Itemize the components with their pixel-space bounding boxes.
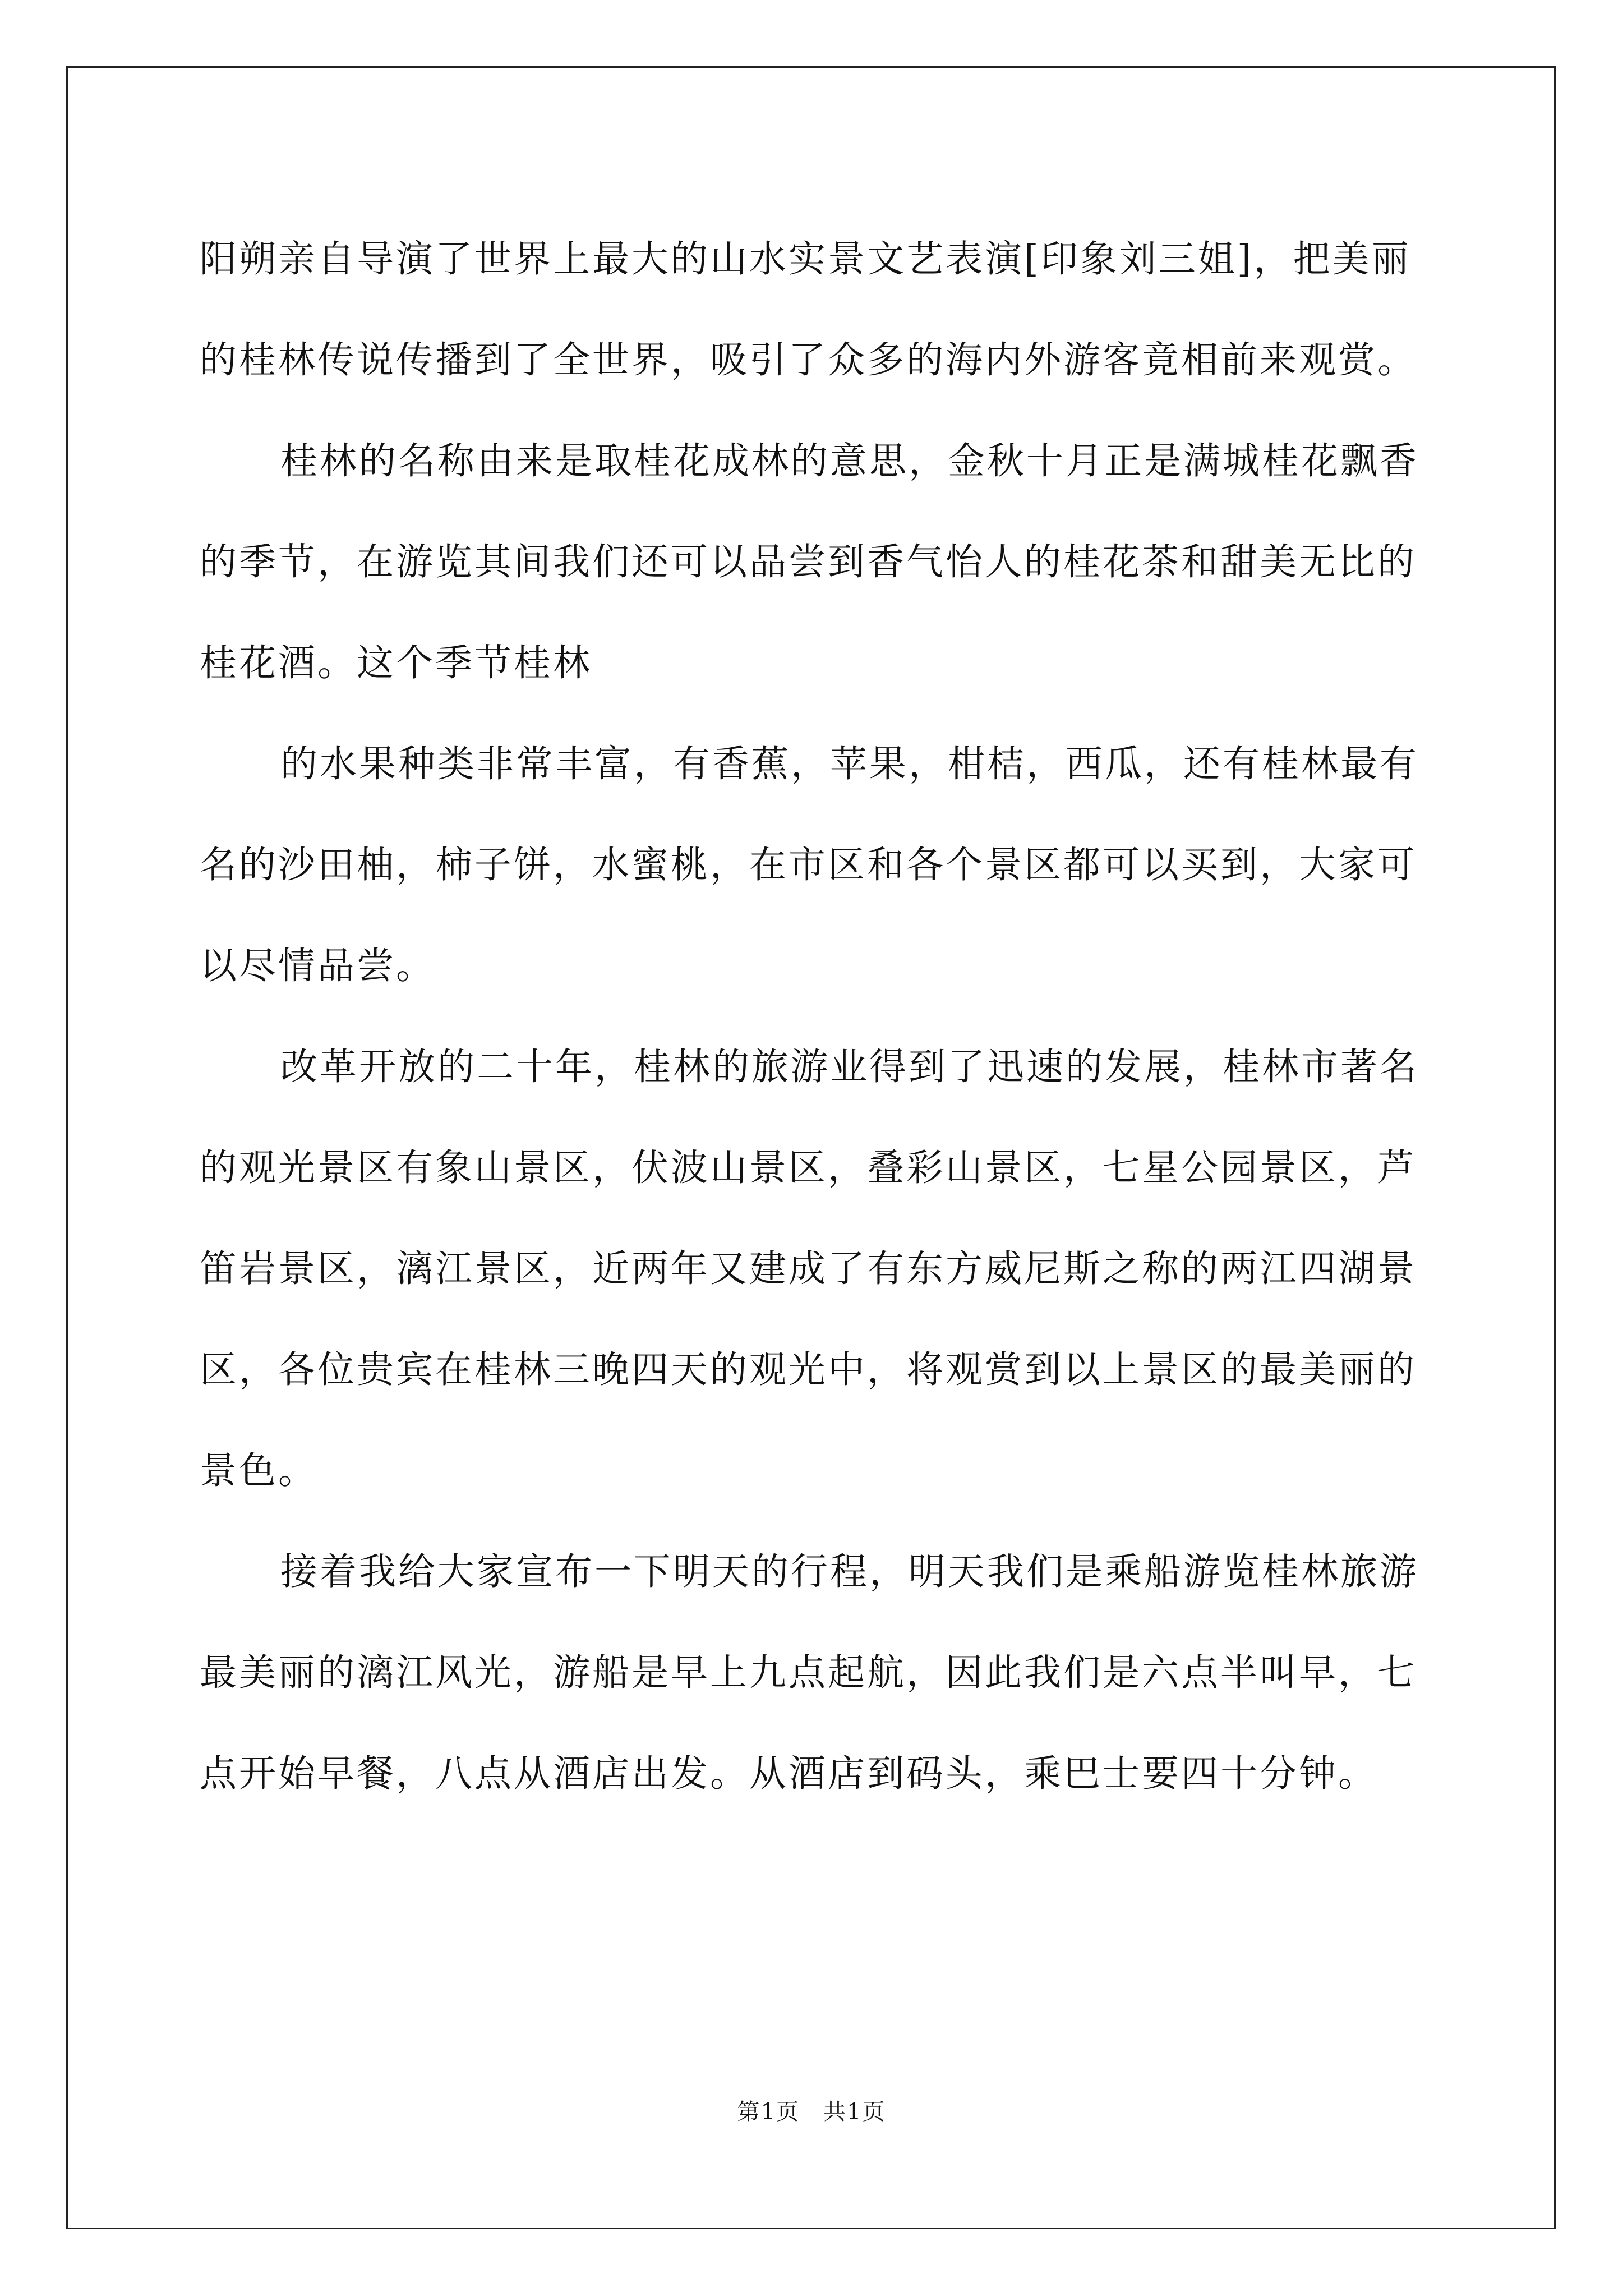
paragraph-4: 改革开放的二十年，桂林的旅游业得到了迅速的发展，桂林市著名的观光景区有象山景区，伏波山景区，叠彩山景区，七星公园景区，芦笛岩景区，漓江景区，近两年又建成了有东方威尼斯之称的两江四湖景区，各位贵宾在桂林三晚四天的观光中，将观赏到以上景区的最美丽的景色。	[200, 1045, 1419, 1492]
paragraph-5: 接着我给大家宣布一下明天的行程，明天我们是乘船游览桂林旅游最美丽的漓江风光，游船是早上九点起航，因此我们是六点半叫早，七点开始早餐，八点从酒店出发。从酒店到码头，乘巴士要四十分钟。	[200, 1550, 1419, 1795]
document-body	[200, 209, 1433, 1824]
paragraph-1: 阳朔亲自导演了世界上最大的山水实景文艺表演[印象刘三姐]，把美丽的桂林传说传播到了全世界，吸引了众多的海内外游客竟相前来观赏。	[200, 237, 1417, 381]
page-footer: 第1页 共1页	[737, 2099, 886, 2125]
paragraph-3: 的水果种类非常丰富，有香蕉，苹果，柑桔，西瓜，还有桂林最有名的沙田柚，柿子饼，水蜜桃，在市区和各个景区都可以买到，大家可以尽情品尝。	[200, 742, 1419, 987]
paragraph-2: 桂林的名称由来是取桂花成林的意思，金秋十月正是满城桂花飘香的季节，在游览其间我们还可以品尝到香气怡人的桂花茶和甜美无比的桂花酒。这个季节桂林	[200, 439, 1419, 684]
